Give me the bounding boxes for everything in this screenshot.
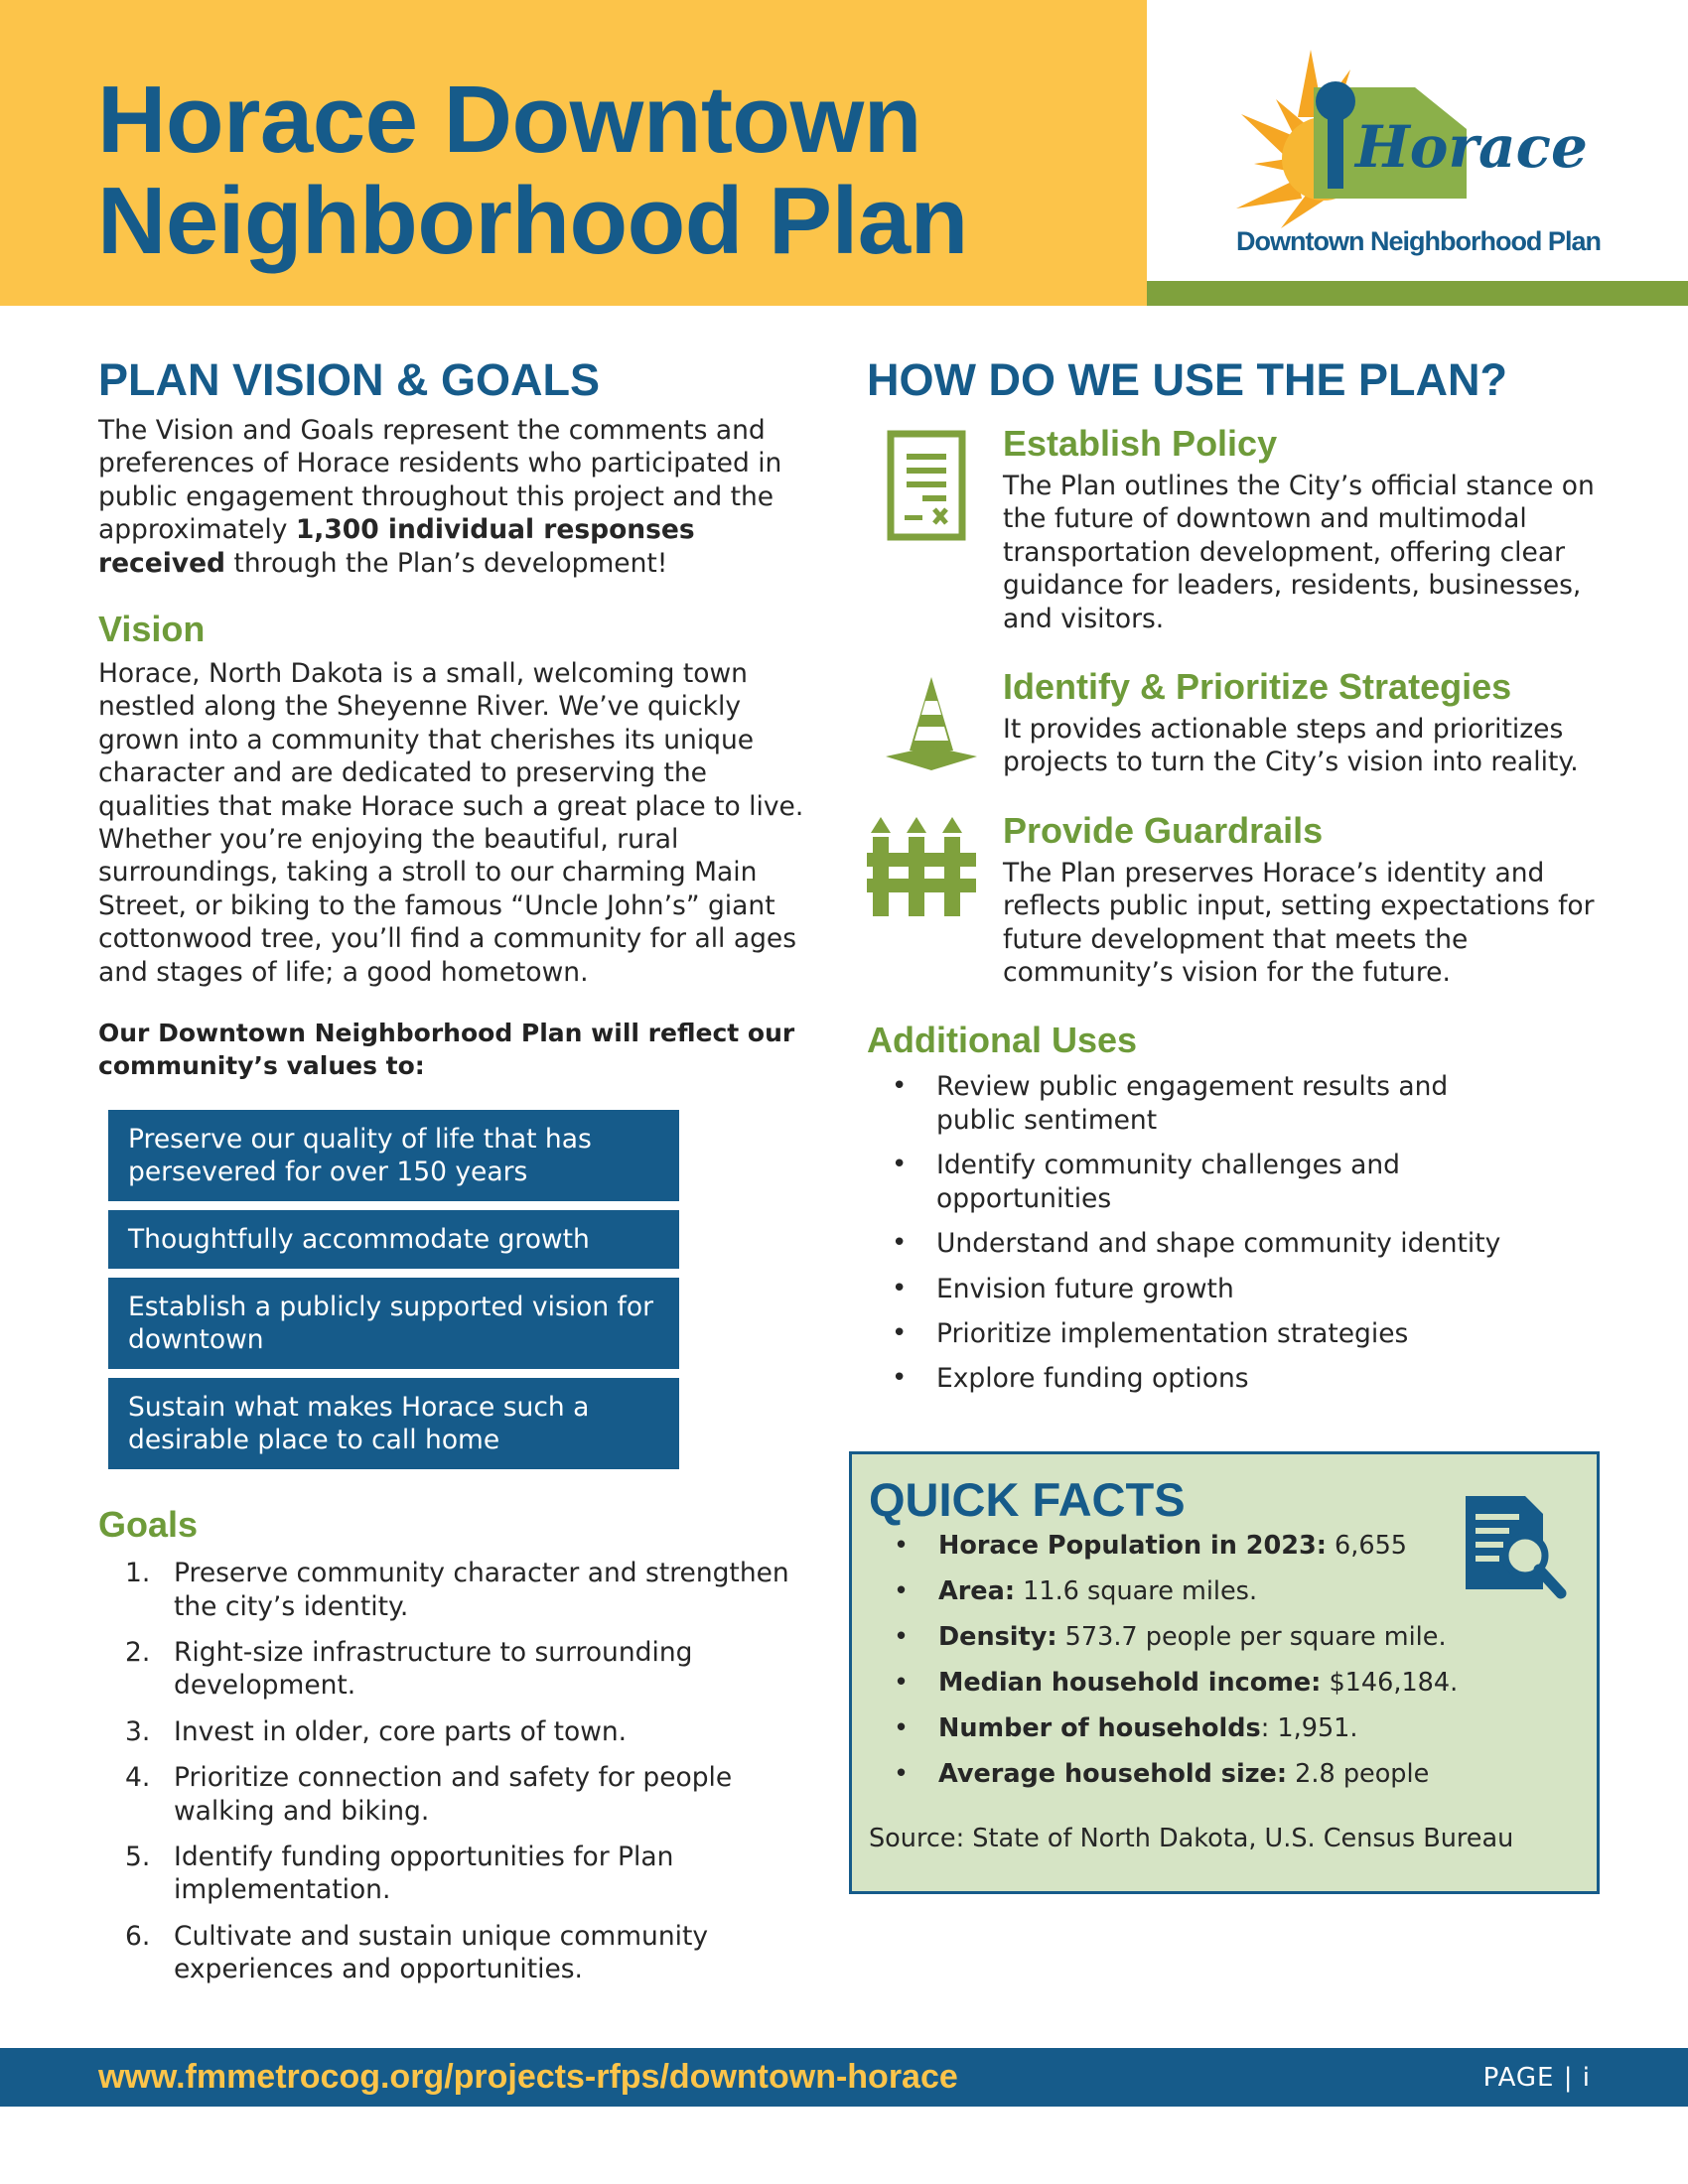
- how-to-use-heading: HOW DO WE USE THE PLAN?: [867, 354, 1507, 405]
- title-line-2: Neighborhood Plan: [97, 168, 968, 274]
- vision-goals-heading: PLAN VISION & GOALS: [98, 354, 601, 405]
- fact-item: • Area: 11.6 square miles.: [869, 1575, 1524, 1608]
- list-item: • Identify community challenges and opportunities: [867, 1149, 1502, 1215]
- use-title: Identify & Prioritize Strategies: [1003, 666, 1512, 708]
- additional-uses-list: [867, 1070, 1602, 1395]
- page-number: PAGE | i: [1482, 2063, 1591, 2093]
- list-item: • Envision future growth: [867, 1273, 1502, 1305]
- quick-facts-box: [849, 1451, 1600, 1894]
- use-text: The Plan preserves Horace’s identity and reflects public input, setting expectations for future development that meets the community’s vision for the future.: [1003, 857, 1595, 989]
- list-item: • Review public engagement results and public sentiment: [867, 1070, 1502, 1137]
- vision-paragraph: Horace, North Dakota is a small, welcoming town nestled along the Sheyenne River. We’ve quickly grown into a community that cherishes its unique character and are dedicated to preserving the qualities that make Horace such a great place to live. Whether you’re enjoying the beautiful, rural surroundings, taking a stroll to our charming Main Street, or biking to the famous “Uncle John’s” giant cottonwood tree, you’ll find a community for all ages and stages of life; a good hometown.: [98, 658, 804, 988]
- use-item-identify-strategies: [867, 665, 1602, 779]
- values-list: [108, 1110, 679, 1469]
- header-accent-bar: [1147, 281, 1688, 306]
- policy-document-icon: [887, 430, 966, 541]
- goal-item: 5. Identify funding opportunities for Plan implementation.: [125, 1841, 674, 1906]
- use-item-establish-policy: [867, 422, 1602, 635]
- vision-heading: Vision: [98, 609, 206, 650]
- title-line-1: Horace Downtown: [97, 67, 921, 173]
- goal-item: 1. Preserve community character and strengthen the city’s identity.: [125, 1558, 789, 1622]
- use-title: Establish Policy: [1003, 423, 1278, 464]
- quick-facts-heading: QUICK FACTS: [869, 1473, 1186, 1526]
- list-item: • Prioritize implementation strategies: [867, 1317, 1502, 1350]
- value-box: Establish a publicly supported vision for downtown: [108, 1278, 679, 1369]
- intro-paragraph: The Vision and Goals represent the comments and preferences of Horace residents who participated in public engagement throughout this project and the approximately 1,300 individual responses received through the Plan’s development!: [98, 415, 782, 579]
- logo-word: Horace: [1355, 113, 1588, 181]
- fact-item: • Average household size: 2.8 people: [869, 1758, 1524, 1791]
- footer: [0, 2048, 1688, 2107]
- additional-uses-heading: Additional Uses: [867, 1020, 1138, 1061]
- goals-heading: Goals: [98, 1504, 199, 1546]
- page-title: [97, 69, 1130, 272]
- logo-caption: Downtown Neighborhood Plan: [1236, 226, 1601, 256]
- facts-source: Source: State of North Dakota, U.S. Census Bureau: [869, 1824, 1514, 1853]
- quick-facts-list: [869, 1530, 1524, 1804]
- fence-icon: [867, 813, 976, 922]
- goal-item: 2. Right-size infrastructure to surrounding development.: [125, 1636, 693, 1702]
- footer-url-link[interactable]: www.fmmetrocog.org/projects-rfps/downtown-horace: [98, 2058, 958, 2096]
- how-to-use-column: [867, 352, 1602, 1408]
- list-item: • Understand and shape community identity: [867, 1227, 1502, 1260]
- list-item: • Explore funding options: [867, 1362, 1502, 1395]
- fact-item: • Median household income: $146,184.: [869, 1667, 1524, 1700]
- use-item-guardrails: [867, 809, 1602, 990]
- goals-list: [98, 1557, 823, 1985]
- value-box: Sustain what makes Horace such a desirable place to call home: [108, 1378, 679, 1469]
- use-text: The Plan outlines the City’s official stance on the future of downtown and multimodal transportation development, offering clear guidance for leaders, residents, businesses, and visitors.: [1003, 471, 1595, 634]
- goal-item: 4. Prioritize connection and safety for people walking and biking.: [125, 1762, 733, 1827]
- fact-item: • Density: 573.7 people per square mile.: [869, 1621, 1524, 1654]
- goal-item: 6. Cultivate and sustain unique community experiences and opportunities.: [125, 1920, 709, 1985]
- use-title: Provide Guardrails: [1003, 809, 1324, 851]
- value-box: Thoughtfully accommodate growth: [108, 1210, 679, 1269]
- fact-item: • Number of households: 1,951.: [869, 1712, 1524, 1745]
- use-text: It provides actionable steps and prioritizes projects to turn the City’s vision into reality.: [1003, 714, 1579, 778]
- value-box: Preserve our quality of life that has persevered for over 150 years: [108, 1110, 679, 1201]
- traffic-cone-icon: [882, 671, 981, 774]
- vision-goals-column: [98, 352, 823, 1999]
- goal-item: 3. Invest in older, core parts of town.: [125, 1715, 628, 1747]
- fact-item: • Horace Population in 2023: 6,655: [869, 1530, 1524, 1563]
- values-lead: Our Downtown Neighborhood Plan will reflect our community’s values to:: [98, 1019, 795, 1081]
